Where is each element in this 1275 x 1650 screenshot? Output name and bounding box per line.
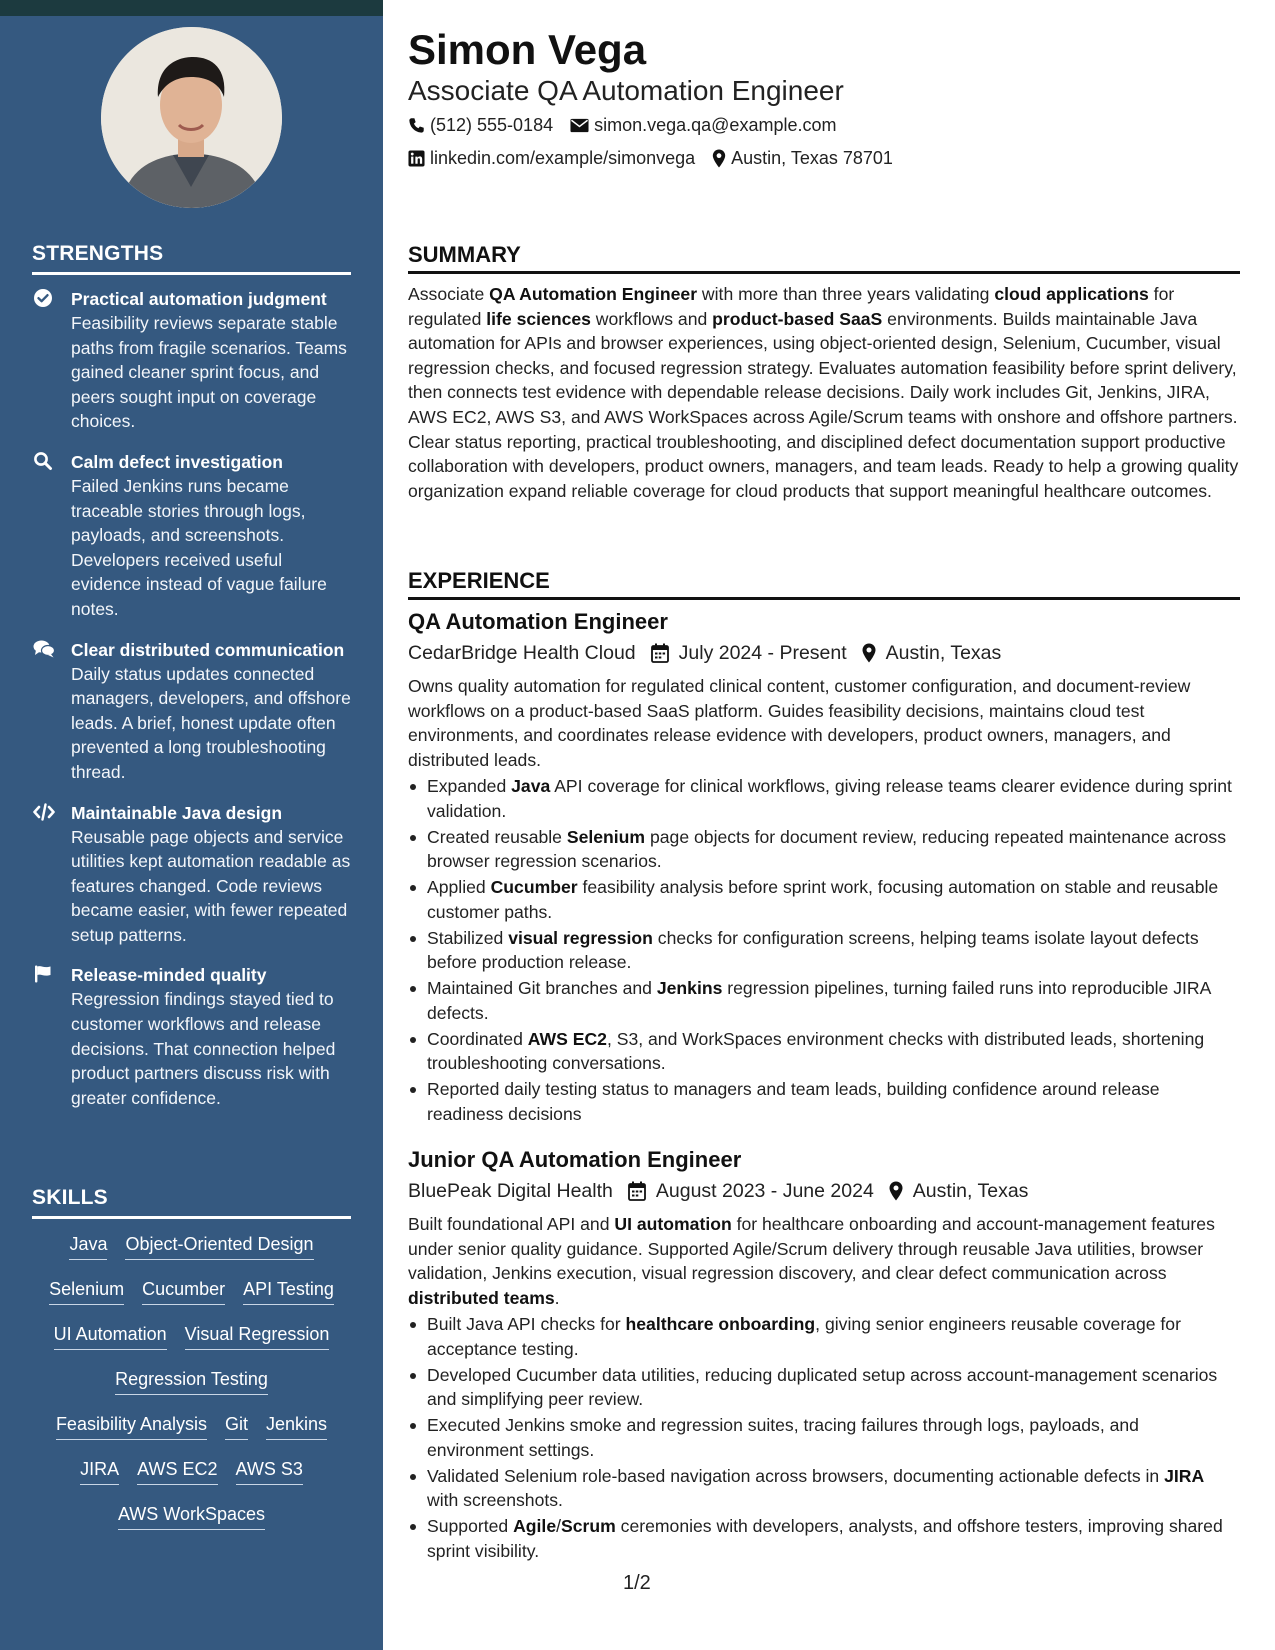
- job-bullet: Developed Cucumber data utilities, reducing duplicated setup across account-management scenarios and simplifying peer review.: [408, 1363, 1240, 1412]
- emphasis-text: AWS EC2: [527, 1028, 607, 1049]
- skill-tag: Visual Regression: [185, 1322, 330, 1350]
- job-dates: [651, 640, 847, 666]
- emphasis-text: visual regression: [508, 927, 653, 948]
- strengths-list: [32, 287, 354, 1126]
- company-name: BluePeak Digital Health: [408, 1180, 613, 1202]
- contact-row: [408, 114, 853, 136]
- job-entry: [408, 1146, 1240, 1565]
- strength-title: Clear distributed communication: [71, 639, 345, 660]
- strength-item: [32, 287, 354, 434]
- job-dates: [628, 1178, 874, 1204]
- calendar-icon: [628, 1181, 646, 1201]
- profile-photo: [101, 27, 282, 208]
- emphasis-text: UI automation: [614, 1214, 732, 1234]
- job-bullets: [408, 774, 1240, 1126]
- calendar-icon: [651, 643, 669, 663]
- skill-tag: JIRA: [80, 1457, 119, 1485]
- job-bullet: Stabilized visual regression checks for configuration screens, helping teams isolate layout defects before production release.: [408, 926, 1240, 975]
- skill-tag: AWS EC2: [137, 1457, 217, 1485]
- job-description: Built foundational API and UI automation for healthcare onboarding and account-management features under senior quality guidance. Supported Agile/Scrum delivery through reusable Java utilities, browser validation, Jenkins execution, visual regression discovery, and clear defect communication across distributed teams.: [408, 1214, 1215, 1308]
- sidebar: [0, 0, 383, 1650]
- strength-item: [32, 450, 354, 622]
- linkedin-icon: [408, 150, 425, 167]
- job-meta: [408, 640, 1240, 666]
- emphasis-text: QA Automation Engineer: [489, 284, 698, 304]
- job-bullet: Supported Agile/Scrum ceremonies with developers, analysts, and offshore testers, improving shared sprint visibility.: [408, 1514, 1240, 1563]
- strength-body: Reusable page objects and service utilities kept automation readable as features changed. Code reviews became easier, with fewer repeated setup patterns.: [71, 826, 351, 945]
- job-bullet: Expanded Java API coverage for clinical workflows, giving release teams clearer evidence during sprint validation.: [408, 774, 1240, 823]
- job-description: Owns quality automation for regulated clinical content, customer configuration, and document-review workflows on a product-based SaaS platform. Guides feasibility decisions, maintains cloud test environments, and coordinates release evidence with developers, product owners, managers, and distributed leads.: [408, 676, 1191, 770]
- strength-body: Daily status updates connected managers, developers, and offshore leads. A brief, honest update often prevented a long troubleshooting thread.: [71, 663, 351, 782]
- job-entry: [408, 608, 1240, 1128]
- flag-icon: [33, 964, 55, 986]
- job-bullet: Validated Selenium role-based navigation across browsers, documenting actionable defects in JIRA with screenshots.: [408, 1464, 1240, 1513]
- job-location: [862, 640, 1002, 666]
- comments-icon: [33, 639, 55, 661]
- linkedin-contact[interactable]: [408, 147, 695, 169]
- job-location: [889, 1178, 1029, 1204]
- emphasis-text: life sciences: [486, 308, 591, 329]
- sidebar-top-band: [0, 0, 383, 16]
- avatar: [101, 27, 282, 208]
- skill-tag: Feasibility Analysis: [56, 1412, 207, 1440]
- location-contact: [712, 147, 893, 169]
- skill-tag: Git: [225, 1412, 248, 1440]
- job-title: QA Automation Engineer: [408, 609, 668, 634]
- skill-tag: Cucumber: [142, 1277, 225, 1305]
- linkedin-text: linkedin.com/example/simonvega: [430, 148, 696, 168]
- strengths-heading: STRENGTHS: [32, 242, 351, 275]
- strength-title: Maintainable Java design: [71, 802, 283, 823]
- contact-row: [408, 147, 910, 169]
- strength-title: Calm defect investigation: [71, 451, 283, 472]
- job-dates-text: July 2024 - Present: [678, 642, 847, 664]
- job-location-text: Austin, Texas: [912, 1180, 1029, 1202]
- job-bullet: Applied Cucumber feasibility analysis before sprint work, focusing automation on stable and reusable customer paths.: [408, 875, 1240, 924]
- emphasis-text: Cucumber: [490, 877, 578, 898]
- envelope-icon: [570, 118, 589, 133]
- email-contact[interactable]: [570, 114, 836, 136]
- location-text: Austin, Texas 78701: [731, 148, 893, 168]
- skill-row: [32, 1322, 351, 1367]
- check-circle-icon: [33, 288, 55, 310]
- skills-heading: SKILLS: [32, 1186, 351, 1219]
- code-icon: [33, 802, 55, 824]
- emphasis-text: product-based SaaS: [712, 308, 883, 329]
- emphasis-text: Selenium: [566, 826, 646, 847]
- phone-text: (512) 555-0184: [430, 115, 554, 135]
- candidate-name: Simon Vega: [408, 26, 647, 73]
- strength-item: [32, 963, 354, 1110]
- phone-contact[interactable]: [408, 114, 553, 136]
- skill-tag: AWS S3: [236, 1457, 303, 1485]
- skill-tag: AWS WorkSpaces: [118, 1502, 265, 1530]
- skill-tag: Object-Oriented Design: [125, 1232, 313, 1260]
- skill-tag: Selenium: [49, 1277, 124, 1305]
- experience-heading: EXPERIENCE: [408, 568, 1240, 600]
- skill-tag: Java: [69, 1232, 107, 1260]
- job-bullet: Executed Jenkins smoke and regression suites, tracing failures through logs, payloads, and environment settings.: [408, 1413, 1240, 1462]
- skill-row: [32, 1412, 351, 1457]
- company-name: CedarBridge Health Cloud: [408, 642, 636, 664]
- skill-tag: Regression Testing: [115, 1367, 268, 1395]
- email-text: simon.vega.qa@example.com: [594, 115, 837, 135]
- page-number: 1/2: [623, 1572, 651, 1594]
- map-pin-icon: [889, 1181, 903, 1201]
- skill-row: [32, 1277, 351, 1322]
- emphasis-text: Scrum: [561, 1516, 616, 1537]
- job-bullet: Coordinated AWS EC2, S3, and WorkSpaces environment checks with distributed leads, shortening troubleshooting conversations.: [408, 1027, 1240, 1076]
- skill-tag: API Testing: [243, 1277, 334, 1305]
- skill-tag: Jenkins: [266, 1412, 327, 1440]
- job-bullets: [408, 1312, 1240, 1563]
- candidate-role: Associate QA Automation Engineer: [408, 75, 844, 106]
- summary-text: Associate QA Automation Engineer with more than three years validating cloud applications for regulated life sciences workflows and product-based SaaS environments. Builds maintainable Java automation for APIs and browser experiences, using object-oriented design, Selenium, Cucumber, visual regression checks, and focused regression strategy. Evaluates automation feasibility before sprint delivery, then connects test evidence with dependable release decisions. Daily work includes Git, Jenkins, JIRA, AWS EC2, AWS S3, and AWS WorkSpaces across Agile/Scrum teams with onshore and offshore partners. Clear status reporting, practical troubleshooting, and disciplined defect documentation support productive collaboration with developers, product owners, managers, and team leads. Ready to help a growing quality organization expand reliable coverage for cloud products that support meaningful healthcare outcomes.: [408, 284, 1239, 501]
- skill-row: [32, 1457, 351, 1502]
- job-meta: [408, 1178, 1240, 1204]
- map-pin-icon: [712, 149, 726, 168]
- job-dates-text: August 2023 - June 2024: [655, 1180, 874, 1202]
- strength-title: Release-minded quality: [71, 965, 267, 986]
- strength-title: Practical automation judgment: [71, 289, 327, 309]
- search-icon: [33, 451, 55, 473]
- strength-item: [32, 638, 354, 785]
- job-bullet: Maintained Git branches and Jenkins regression pipelines, turning failed runs into reproducible JIRA defects.: [408, 976, 1240, 1025]
- job-bullet: Reported daily testing status to managers and team leads, building confidence around release readiness decisions: [408, 1077, 1240, 1126]
- emphasis-text: healthcare onboarding: [625, 1314, 816, 1335]
- emphasis-text: JIRA: [1164, 1465, 1205, 1486]
- emphasis-text: distributed teams: [408, 1287, 555, 1308]
- job-bullet: Created reusable Selenium page objects for document review, reducing repeated maintenance across browser regression scenarios.: [408, 825, 1240, 874]
- map-pin-icon: [862, 643, 876, 663]
- skill-row: [32, 1502, 351, 1547]
- phone-icon: [408, 117, 425, 134]
- emphasis-text: Agile: [513, 1516, 557, 1537]
- skill-row: [32, 1367, 351, 1412]
- emphasis-text: Jenkins: [656, 978, 723, 999]
- skills-list: [32, 1232, 351, 1547]
- job-bullet: Built Java API checks for healthcare onboarding, giving senior engineers reusable coverage for acceptance testing.: [408, 1312, 1240, 1361]
- emphasis-text: cloud applications: [994, 284, 1149, 304]
- strength-item: [32, 801, 354, 948]
- strength-body: Failed Jenkins runs became traceable stories through logs, payloads, and screenshots. Developers received useful evidence instead of vague failure notes.: [71, 475, 327, 619]
- job-location-text: Austin, Texas: [885, 642, 1002, 664]
- skill-tag: UI Automation: [54, 1322, 167, 1350]
- summary-heading: SUMMARY: [408, 242, 1240, 274]
- job-title: Junior QA Automation Engineer: [408, 1147, 742, 1172]
- strength-body: Feasibility reviews separate stable paths from fragile scenarios. Teams gained cleaner sprint focus, and peers sought input on coverage choices.: [71, 313, 347, 432]
- strength-body: Regression findings stayed tied to customer workflows and release decisions. That connection helped product partners discuss risk with greater confidence.: [71, 989, 336, 1108]
- emphasis-text: Java: [511, 776, 551, 797]
- skill-row: [32, 1232, 351, 1277]
